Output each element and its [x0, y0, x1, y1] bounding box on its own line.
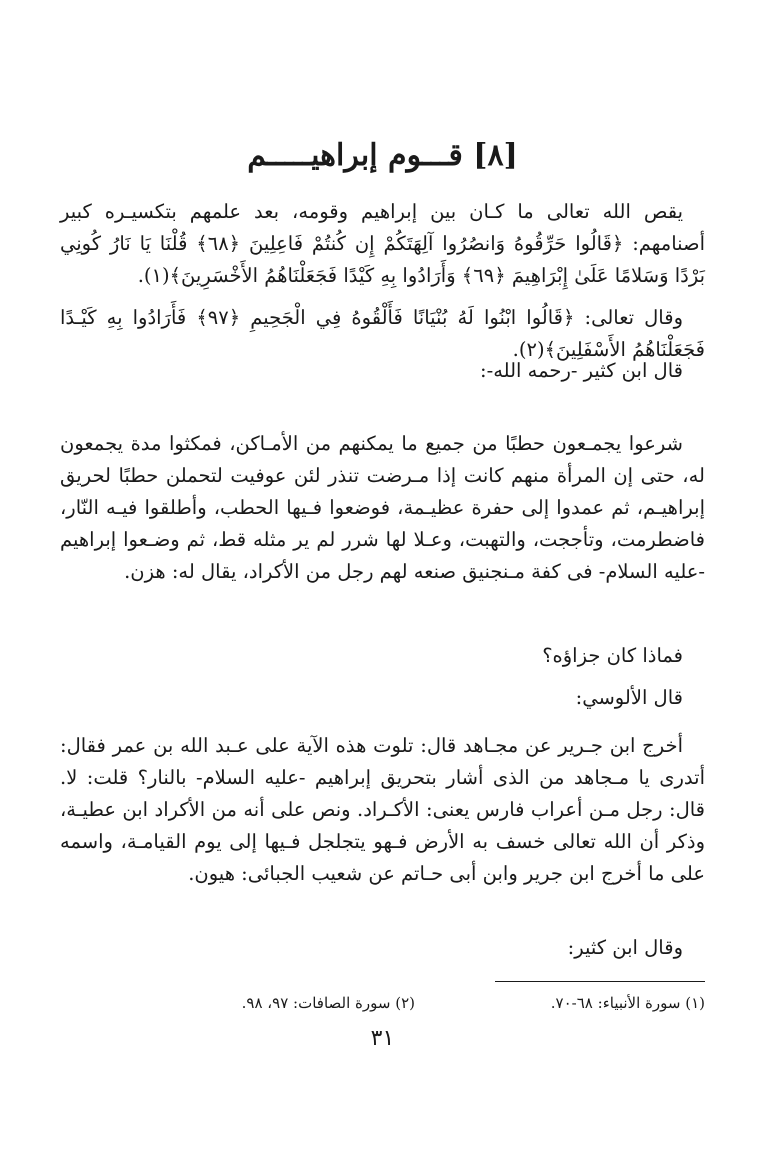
paragraph-text: أخرج ابن جـرير عن مجـاهد قال: تلوت هذه الآية على عـبد الله بن عمر فقال: أتدرى يا مـجاهد من الذى أشار بتحريق إبراهيم -عليه السلام- بالنار؟ قلت: لا. قال: رجل مـن أعراب فارس يعنى: الأكـراد. ونص على أنه من الأكراد ابن عطيـة، وذكر أن الله تعالى خسف به الأرض فـهو يتجلجل فـيها إلى يوم القيامـة، واسمه على ما أخرج ابن جرير وابن أبى حـاتم عن شعيب الجبائى: هيون. — [60, 734, 705, 885]
paragraph-alusi-intro — [60, 682, 705, 714]
page-number: ٣١ — [370, 1026, 395, 1051]
paragraph-text: قال الألوسي: — [575, 686, 683, 709]
paragraph-story — [60, 428, 705, 588]
paragraph-text: شرعوا يجمـعون حطبًا من جميع ما يمكنهم من الأمـاكن، فمكثوا مدة يجمعون له، حتى إن المرأة منهم كانت إذا مـرضت تنذر لئن عوفيت لتحملن حطبًا لحريق إبراهيـم، ثم عمدوا إلى حفرة عظيـمة، فوضعوا فـيها الحطب، وأطلقوا فيـه النّار، فاضطرمت، وتأججت، والتهبت، وعـلا لها شرر لم ير مثله قط، ثم وضـعوا إبراهيم -عليه السلام- فى كفة مـنجنيق صنعه لهم رجل من الأكراد، يقال له: هزن. — [60, 432, 705, 583]
paragraph-text: وقال ابن كثير: — [567, 936, 683, 959]
paragraph-quran-anbiya — [60, 196, 705, 292]
chapter-title: [٨] قـــوم إبراهيـــــم — [247, 138, 518, 173]
footnote-divider — [495, 981, 705, 982]
paragraph-text: يقص الله تعالى ما كـان بين إبراهيم وقومه، بعد علمهم بتكسيـره كبير أصنامهم: ﴿قَالُوا حَرِّقُوهُ وَانصُرُوا آلِهَتَكُمْ إِن كُنتُمْ فَاعِلِينَ ﴿٦٨﴾ قُلْنَا يَا نَارُ كُونِي بَرْدًا وَسَلامًا عَلَىٰ إِبْرَاهِيمَ ﴿٦٩﴾ وَأَرَادُوا بِهِ كَيْدًا فَجَعَلْنَاهُمُ الأَخْسَرِينَ﴾(١). — [60, 200, 706, 287]
paragraph-text: فماذا كان جزاؤه؟ — [542, 644, 683, 667]
paragraph-question — [60, 640, 705, 672]
paragraph-text: وقال تعالى: ﴿قَالُوا ابْنُوا لَهُ بُنْيَانًا فَأَلْقُوهُ فِي الْجَحِيمِ ﴿٩٧﴾ فَأَرَادُوا بِهِ كَيْـدًا فَجَعَلْنَاهُمُ الأَسْفَلِينَ﴾(٢). — [60, 306, 705, 361]
footnote-2: (٢) سورة الصافات: ٩٧، ٩٨. — [241, 994, 415, 1012]
paragraph-text: قال ابن كثير -رحمه الله-: — [480, 359, 683, 382]
paragraph-ibn-kathir-intro — [60, 355, 705, 387]
footnotes — [60, 990, 705, 1016]
paragraph-alusi-quote — [60, 730, 705, 890]
paragraph-ibn-kathir-again — [60, 932, 705, 964]
footnote-1: (١) سورة الأنبياء: ٦٨-٧٠. — [550, 994, 705, 1012]
